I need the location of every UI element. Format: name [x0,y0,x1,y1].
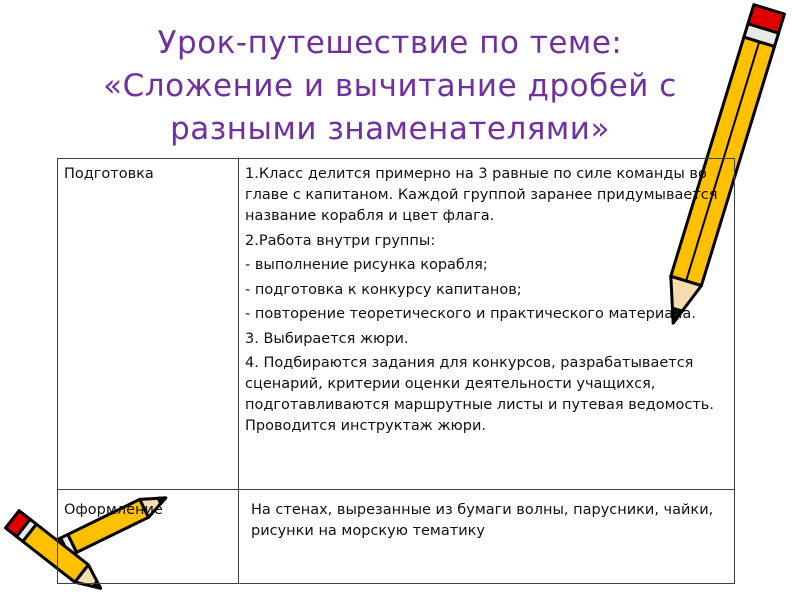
content-paragraph: 4. Подбираются задания для конкурсов, разрабатывается сценарий, критерии оценки деятельности учащихся, подготавливаются маршрутные листы и путевая ведомость. Проводится инструктаж жюри. [245,355,714,434]
row-label-preparation: Подготовка [58,159,239,490]
lesson-plan-table [57,158,735,584]
content-paragraph: 1.Класс делится примерно на 3 равные по силе команды во главе с капитаном. Каждой группой заранее придумывается название корабля и цвет флага. [245,166,718,224]
row-label-decoration: Оформление [58,490,239,584]
title-line-2: «Сложение и вычитание дробей с [103,68,677,104]
content-paragraph: 3. Выбирается жюри. [245,330,409,347]
row-content-preparation [239,159,735,490]
content-paragraph: 2.Работа внутри группы: [245,232,436,249]
table-row [58,490,735,584]
content-paragraph: - выполнение рисунка корабля; [245,257,488,273]
content-paragraph: - повторение теоретического и практического материала. [245,306,696,322]
content-paragraph: На стенах, вырезанные из бумаги волны, парусники, чайки, рисунки на морскую тематику [251,502,714,539]
row-content-decoration [239,490,735,584]
content-paragraph: - подготовка к конкурсу капитанов; [245,281,522,298]
title-line-3: разными знаменателями» [170,111,610,147]
table-row [58,159,735,490]
title-line-1: Урок-путешествие по теме: [157,25,623,61]
slide-title [60,22,720,151]
